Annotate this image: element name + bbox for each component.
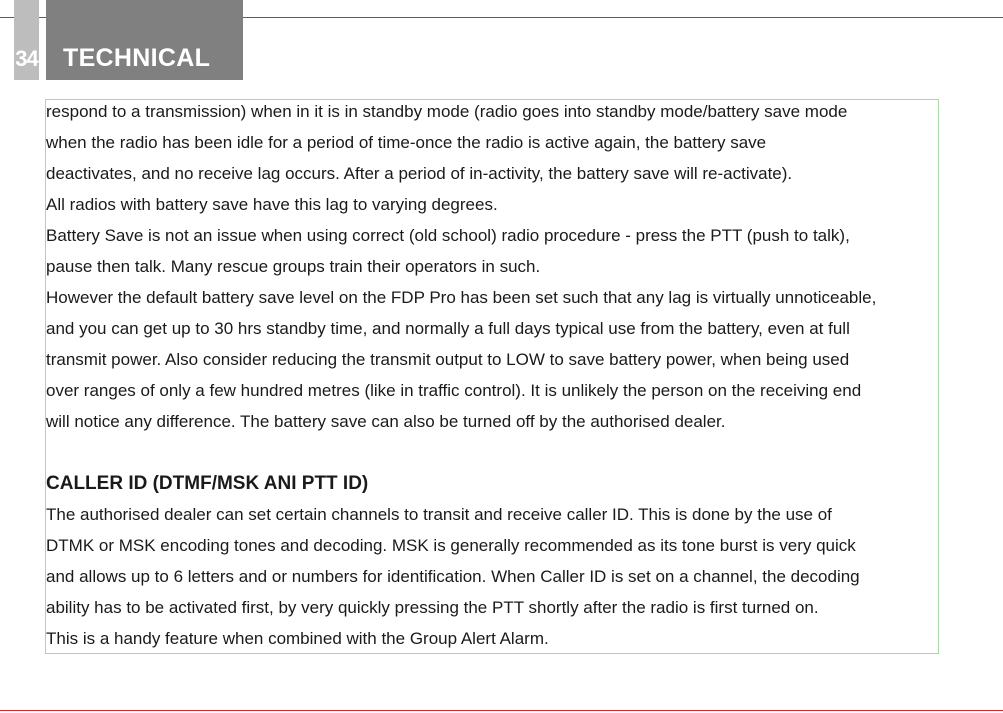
text-line: when the radio has been idle for a period of time-once the radio is active again, the battery save (46, 133, 767, 152)
section-title: TECHNICAL (46, 0, 243, 80)
text-line: However the default battery save level on the FDP Pro has been set such that any lag is virtually unnoticeable, (46, 288, 877, 307)
bottom-rule (0, 710, 1003, 711)
text-line: transmit power. Also consider reducing the transmit output to LOW to save battery power, when being used (46, 350, 850, 369)
text-line: pause then talk. Many rescue groups train their operators in such. (46, 257, 541, 276)
text-line: ability has to be activated first, by very quickly pressing the PTT shortly after the radio is first turned on. (46, 598, 819, 617)
text-line: deactivates, and no receive lag occurs. After a period of in-activity, the battery save will re-activate). (46, 164, 793, 183)
text-line: This is a handy feature when combined with the Group Alert Alarm. (46, 629, 549, 648)
text-line: and allows up to 6 letters and or numbers for identification. When Caller ID is set on a channel, the decoding (46, 567, 860, 586)
page-content (46, 96, 961, 654)
text-line: over ranges of only a few hundred metres (like in traffic control). It is unlikely the person on the receiving end (46, 381, 862, 400)
text-line: respond to a transmission) when in it is in standby mode (radio goes into standby mode/battery save mode (46, 102, 848, 121)
page-number: 34 (14, 0, 39, 80)
text-line: and you can get up to 30 hrs standby time, and normally a full days typical use from the battery, even at full (46, 319, 850, 338)
text-line: will notice any difference. The battery save can also be turned off by the authorised dealer. (46, 412, 726, 431)
text-line: All radios with battery save have this lag to varying degrees. (46, 195, 498, 214)
text-line: DTMK or MSK encoding tones and decoding. MSK is generally recommended as its tone burst is very quick (46, 536, 856, 555)
text-line: The authorised dealer can set certain channels to transit and receive caller ID. This is done by the use of (46, 505, 832, 524)
caller-id-section (46, 468, 961, 654)
battery-save-paragraph (46, 96, 961, 437)
caller-id-heading: CALLER ID (DTMF/MSK ANI PTT ID) (46, 473, 369, 494)
text-line: Battery Save is not an issue when using correct (old school) radio procedure - press the PTT (push to talk), (46, 226, 850, 245)
paragraph-gap (46, 437, 961, 468)
